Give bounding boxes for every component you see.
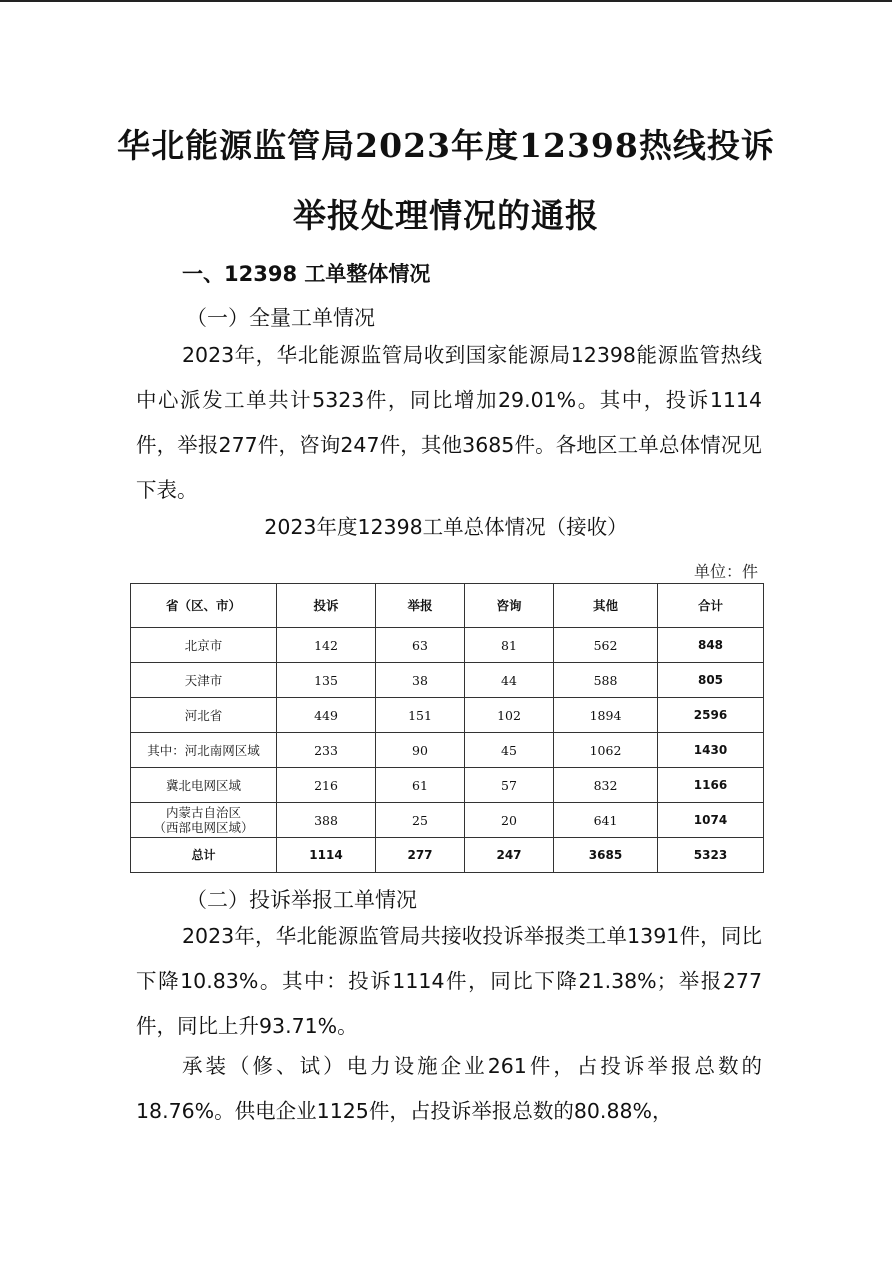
table-row <box>131 768 764 803</box>
cell-consult: 102 <box>465 698 554 733</box>
cell-complaint: 449 <box>277 698 376 733</box>
table-caption: 2023年度12398工单总体情况（接收） <box>264 515 628 539</box>
cell-region <box>131 803 277 838</box>
cell-complaint: 135 <box>277 663 376 698</box>
paragraph-complaints: 2023年，华北能源监管局共接收投诉举报类工单1391件，同比下降10.83%。其中：投诉1114件，同比下降21.38%；举报277件，同比上升93.71%。 <box>136 924 762 1038</box>
cell-total: 1074 <box>658 803 764 838</box>
cell-total: 2596 <box>658 698 764 733</box>
section-heading-1: 一、12398 工单整体情况 <box>182 262 431 286</box>
header-total: 合计 <box>658 584 764 628</box>
cell-report: 61 <box>376 768 465 803</box>
cell-report: 38 <box>376 663 465 698</box>
cell-other: 1062 <box>554 733 658 768</box>
cell-region-main: 内蒙古自治区 <box>165 805 241 820</box>
work-order-table <box>130 583 764 873</box>
cell-consult: 247 <box>465 838 554 873</box>
cell-region: 北京市 <box>131 628 277 663</box>
table-row <box>131 803 764 838</box>
cell-consult: 81 <box>465 628 554 663</box>
header-consult: 咨询 <box>465 584 554 628</box>
cell-report: 277 <box>376 838 465 873</box>
header-other: 其他 <box>554 584 658 628</box>
document-title-line1: 华北能源监管局2023年度12398热线投诉 <box>117 126 775 165</box>
cell-report: 151 <box>376 698 465 733</box>
cell-consult: 44 <box>465 663 554 698</box>
header-report: 举报 <box>376 584 465 628</box>
cell-consult: 57 <box>465 768 554 803</box>
subsection-heading-2: （二）投诉举报工单情况 <box>186 888 417 912</box>
cell-other: 562 <box>554 628 658 663</box>
table-header-row <box>131 584 764 628</box>
header-region: 省（区、市） <box>131 584 277 628</box>
cell-region: 其中：河北南网区域 <box>131 733 277 768</box>
cell-complaint: 1114 <box>277 838 376 873</box>
cell-complaint: 233 <box>277 733 376 768</box>
cell-other: 3685 <box>554 838 658 873</box>
cell-region-sub: （西部电网区域） <box>153 820 254 835</box>
header-complaint: 投诉 <box>277 584 376 628</box>
cell-region: 冀北电网区域 <box>131 768 277 803</box>
subsection-heading-1: （一）全量工单情况 <box>186 306 375 330</box>
table-row <box>131 698 764 733</box>
cell-total: 805 <box>658 663 764 698</box>
cell-total: 848 <box>658 628 764 663</box>
paragraph-enterprises: 承装（修、试）电力设施企业261件，占投诉举报总数的18.76%。供电企业1125件，占投诉举报总数的80.88%， <box>136 1054 762 1123</box>
table-unit-label: 单位：件 <box>693 562 758 581</box>
cell-consult: 20 <box>465 803 554 838</box>
cell-other: 1894 <box>554 698 658 733</box>
cell-report: 63 <box>376 628 465 663</box>
table-row <box>131 628 764 663</box>
cell-total: 1166 <box>658 768 764 803</box>
cell-complaint: 216 <box>277 768 376 803</box>
cell-region: 河北省 <box>131 698 277 733</box>
cell-region: 天津市 <box>131 663 277 698</box>
cell-other: 641 <box>554 803 658 838</box>
cell-other: 832 <box>554 768 658 803</box>
cell-total: 1430 <box>658 733 764 768</box>
document-title-line2: 举报处理情况的通报 <box>293 196 599 235</box>
cell-total: 5323 <box>658 838 764 873</box>
cell-complaint: 388 <box>277 803 376 838</box>
cell-report: 25 <box>376 803 465 838</box>
table-row <box>131 733 764 768</box>
table-sum-row <box>131 838 764 873</box>
paragraph-overview: 2023年，华北能源监管局收到国家能源局12398能源监管热线中心派发工单共计5323件，同比增加29.01%。其中，投诉1114件，举报277件，咨询247件，其他3685件。各地区工单总体情况见下表。 <box>136 343 762 502</box>
cell-region: 总计 <box>131 838 277 873</box>
cell-consult: 45 <box>465 733 554 768</box>
cell-other: 588 <box>554 663 658 698</box>
cell-complaint: 142 <box>277 628 376 663</box>
table-row <box>131 663 764 698</box>
cell-report: 90 <box>376 733 465 768</box>
